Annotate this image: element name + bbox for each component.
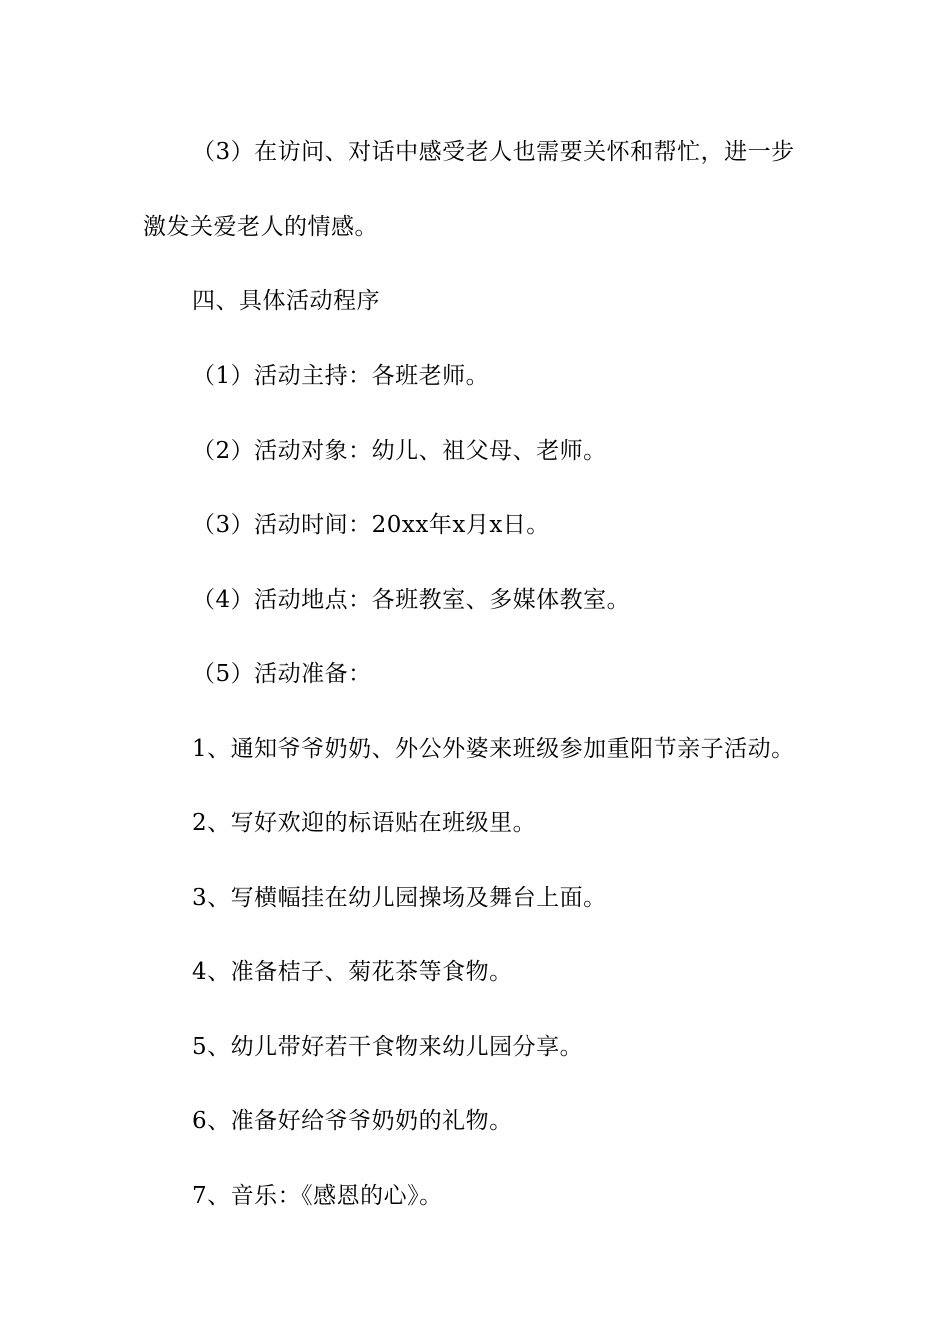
paragraph-line: （4）活动地点：各班教室、多媒体教室。 [192, 587, 631, 613]
list-item: 4、准备桔子、菊花茶等食物。 [192, 959, 513, 985]
list-item: 7、音乐：《感恩的心》。 [192, 1183, 443, 1209]
list-item: 6、准备好给爷爷奶奶的礼物。 [192, 1108, 513, 1134]
list-item: 5、幼儿带好若干食物来幼儿园分享。 [192, 1034, 584, 1060]
paragraph-line: （2）活动对象：幼儿、祖父母、老师。 [192, 438, 607, 464]
list-item: 2、写好欢迎的标语贴在班级里。 [192, 810, 537, 836]
paragraph-line: （1）活动主持：各班老师。 [192, 363, 490, 389]
list-item: 3、写横幅挂在幼儿园操场及舞台上面。 [192, 885, 607, 911]
list-item: 1、通知爷爷奶奶、外公外婆来班级参加重阳节亲子活动。 [192, 736, 795, 762]
paragraph-line: （3）活动时间：20xx年x月x日。 [192, 512, 550, 538]
paragraph-line: 激发关爱老人的情感。 [143, 214, 378, 240]
paragraph-line: （5）活动准备： [192, 661, 372, 687]
paragraph-line: （3）在访问、对话中感受老人也需要关怀和帮忙，进一步 [192, 139, 795, 165]
section-heading: 四、具体活动程序 [192, 288, 380, 314]
